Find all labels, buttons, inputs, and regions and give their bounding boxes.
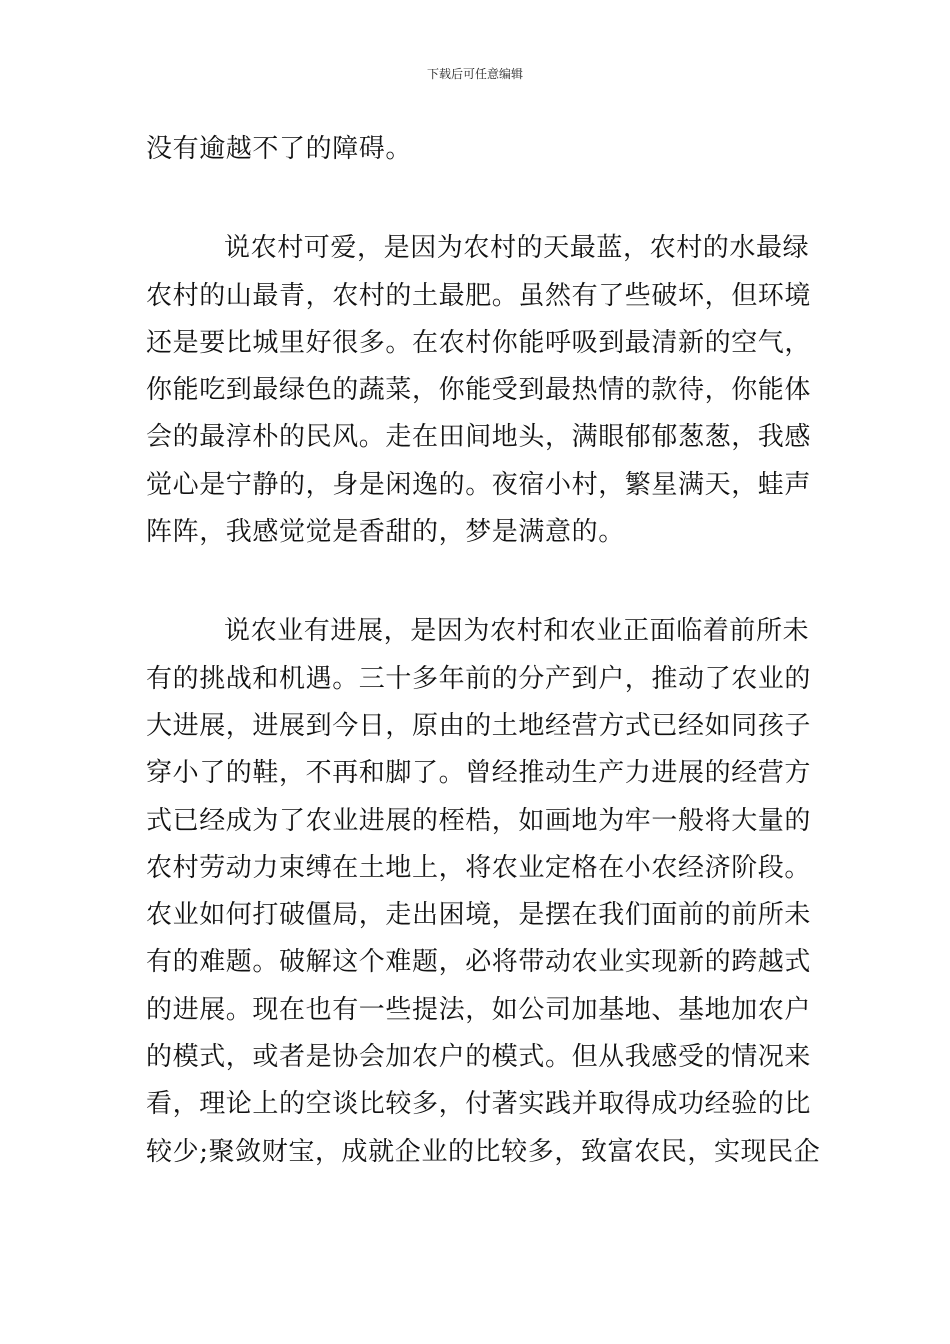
text-line: 农业如何打破僵局，走出困境，是摆在我们面前的前所未 [146, 900, 812, 931]
paragraph-2 [146, 225, 812, 556]
text-line: 较少;聚敛财宝，成就企业的比较多，致富农民，实现民企 [146, 1136, 821, 1167]
text-line: 你能吃到最绿色的蔬菜，你能受到最热情的款待，你能体 [146, 375, 812, 406]
text-line: 阵阵，我感觉觉是香甜的，梦是满意的。 [146, 517, 625, 548]
text-line: 觉心是宁静的，身是闲逸的。夜宿小村，繁星满天，蛙声 [146, 469, 812, 500]
document-body [146, 126, 821, 1176]
text-line: 农村劳动力束缚在土地上，将农业定格在小农经济阶段。 [146, 852, 812, 883]
page-header: 下载后可任意编辑 [426, 67, 523, 81]
text-line: 说农村可爱，是因为农村的天最蓝，农村的水最绿 [224, 233, 810, 264]
text-line: 有的挑战和机遇。三十多年前的分产到户，推动了农业的 [146, 663, 812, 694]
text-line: 会的最淳朴的民风。走在田间地头，满眼郁郁葱葱，我感 [146, 422, 812, 453]
text-line: 的进展。现在也有一些提法，如公司加基地、基地加农户 [146, 994, 812, 1025]
paragraph-1 [146, 126, 806, 173]
text-line: 还是要比城里好很多。在农村你能呼吸到最清新的空气， [146, 327, 812, 358]
text-line: 没有逾越不了的障碍。 [146, 134, 413, 164]
text-line: 看，理论上的空谈比较多，付著实践并取得成功经验的比 [146, 1089, 812, 1120]
text-line: 说农业有进展，是因为农村和农业正面临着前所未 [224, 616, 810, 647]
text-line: 农村的山最青，农村的土最肥。虽然有了些破坏，但环境 [146, 280, 812, 311]
text-line: 的模式，或者是协会加农户的模式。但从我感受的情况来 [146, 1042, 812, 1073]
text-line: 式已经成为了农业进展的桎梏，如画地为牢一般将大量的 [146, 805, 812, 836]
paragraph-gap [146, 173, 806, 225]
paragraph-3 [146, 608, 821, 1176]
text-line: 大进展，进展到今日，原由的土地经营方式已经如同孩子 [146, 710, 812, 741]
text-line: 穿小了的鞋，不再和脚了。曾经推动生产力进展的经营方 [146, 758, 812, 789]
text-line: 有的难题。破解这个难题，必将带动农业实现新的跨越式 [146, 947, 812, 978]
paragraph-gap [146, 556, 806, 608]
